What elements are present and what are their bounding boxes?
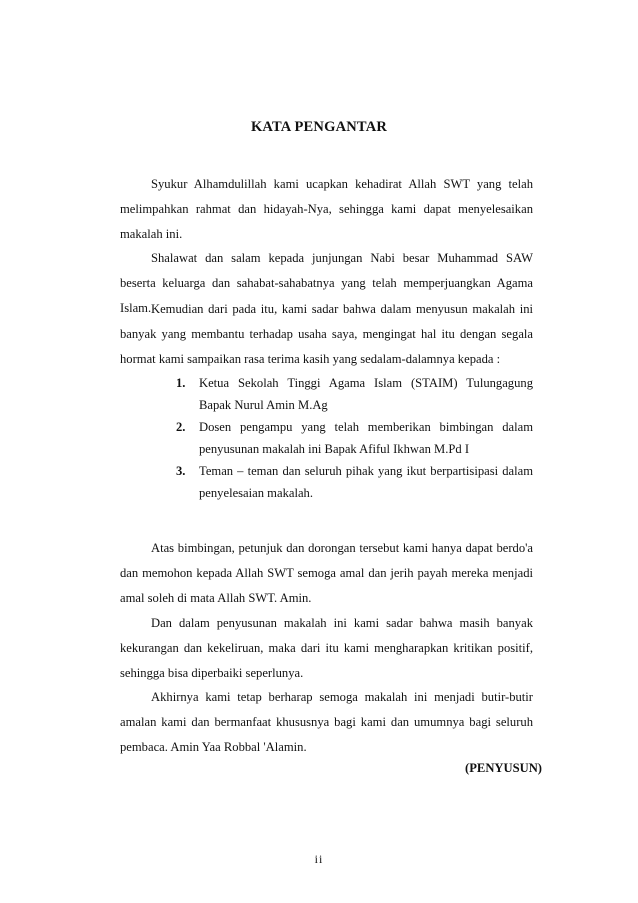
list-number: 1.	[176, 376, 186, 390]
list-number: 2.	[176, 420, 186, 434]
paragraph-text: Shalawat dan salam kepada junjungan Nabi besar Muhammad SAW beserta keluarga dan sahabat-sahabatnya yang telah memperjuangkan Agama Islam.	[120, 251, 533, 315]
paragraph-text: Atas bimbingan, petunjuk dan dorongan tersebut kami hanya dapat berdo'a dan memohon kepada Allah SWT semoga amal dan jerih payah mereka menjadi amal soleh di mata Allah SWT. Amin.	[120, 541, 533, 605]
signature: (PENYUSUN)	[465, 761, 542, 775]
list-item	[176, 416, 533, 460]
paragraph-text: Akhirnya kami tetap berharap semoga makalah ini menjadi butir-butir amalan kami dan bermanfaat khususnya bagi kami dan umumnya bagi seluruh pembaca. Amin Yaa Robbal 'Alamin.	[120, 690, 533, 754]
paragraph-atas-bimbingan	[120, 536, 533, 611]
paragraph-text: Dan dalam penyusunan makalah ini kami sadar bahwa masih banyak kekurangan dan kekeliruan, maka dari itu kami mengharapkan kritikan positif, sehingga bisa diperbaiki seperlunya.	[120, 616, 533, 680]
paragraph-text: Syukur Alhamdulillah kami ucapkan kehadirat Allah SWT yang telah melimpahkan rahmat dan hidayah-Nya, sehingga kami dapat menyelesaikan makalah ini.	[120, 177, 533, 241]
paragraph-dan-dalam	[120, 611, 533, 686]
list-item	[176, 460, 533, 504]
list-item	[176, 372, 533, 416]
paragraph-text: Kemudian dari pada itu, kami sadar bahwa dalam menyusun makalah ini banyak yang membantu terhadap usaha saya, mengingat hal itu dengan segala hormat kami sampaikan rasa terima kasih yang sedalam-dalamnya kepada :	[120, 302, 533, 366]
list-number: 3.	[176, 464, 186, 478]
paragraph-akhirnya	[120, 685, 533, 760]
list-item-text: Ketua Sekolah Tinggi Agama Islam (STAIM) Tulungagung Bapak Nurul Amin M.Ag	[199, 376, 533, 412]
paragraph-syukur	[120, 172, 533, 247]
paragraph-kemudian	[120, 297, 533, 372]
page-number: ii	[314, 852, 324, 866]
list-item-text: Dosen pengampu yang telah memberikan bimbingan dalam penyusunan makalah ini Bapak Afiful Ikhwan M.Pd I	[199, 420, 533, 456]
page-title: KATA PENGANTAR	[250, 119, 388, 135]
list-item-text: Teman – teman dan seluruh pihak yang ikut berpartisipasi dalam penyelesaian makalah.	[199, 464, 533, 500]
acknowledgement-list	[176, 372, 533, 504]
